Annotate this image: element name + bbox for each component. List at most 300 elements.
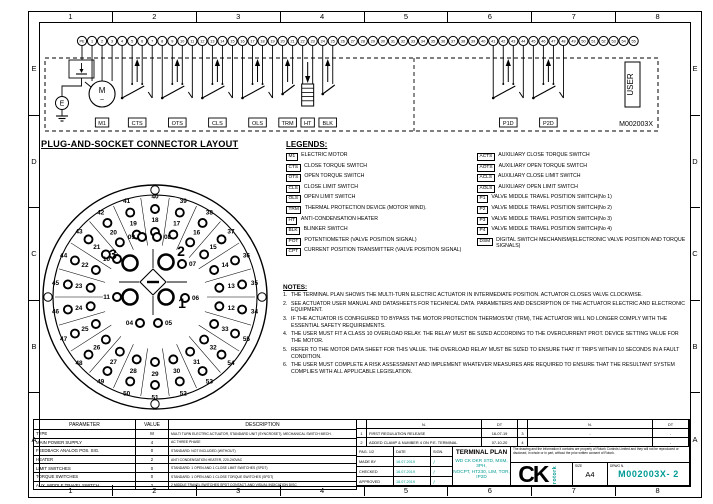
legend-tag: HT	[286, 217, 297, 225]
legend-tag: CTS	[286, 164, 301, 172]
param-name: HEATER	[34, 455, 136, 464]
svg-text:33: 33	[221, 326, 229, 334]
revision-cell: N.	[367, 420, 482, 429]
revision-cell: 07-10-20	[482, 438, 518, 447]
svg-text:48: 48	[561, 39, 566, 44]
svg-text:08: 08	[164, 234, 172, 241]
legend-tag: P2	[477, 206, 488, 214]
svg-text:54: 54	[227, 360, 235, 368]
column-label: 2	[113, 485, 197, 496]
legend-desc: DIGITAL SWITCH MECHANISM(ELECTRONIC VALVE POSITION AND TORQUE SIGNALS)	[496, 236, 686, 249]
svg-text:54: 54	[621, 39, 626, 44]
frame-columns-top	[29, 11, 699, 22]
svg-text:BLK: BLK	[322, 120, 333, 127]
row-label: C	[29, 208, 39, 301]
legend-item	[477, 174, 689, 182]
svg-text:40: 40	[481, 39, 486, 44]
svg-text:36: 36	[440, 39, 446, 44]
column-label: 4	[281, 11, 365, 22]
revision-cell: N.	[528, 420, 653, 429]
param-name: TORQUE SWITCHES	[34, 472, 136, 481]
svg-text:49: 49	[97, 378, 105, 386]
column-label: 8	[655, 11, 660, 21]
svg-text:46: 46	[51, 308, 60, 316]
svg-text:23: 23	[75, 283, 83, 291]
connector-svg	[35, 175, 279, 415]
sign-role: CHECKED	[357, 467, 394, 477]
svg-text:44: 44	[60, 252, 68, 260]
param-value: 4	[136, 438, 169, 447]
revision-cell: -	[528, 429, 653, 438]
row-label: D	[29, 116, 39, 209]
legend-desc: CURRENT POSITION TRANSMITTER (VALVE POSITION SIGNAL)	[304, 247, 462, 254]
svg-text:25: 25	[81, 326, 89, 334]
svg-text:31: 31	[193, 358, 201, 366]
svg-text:53: 53	[205, 378, 213, 386]
svg-text:3: 3	[109, 246, 117, 262]
svg-text:52: 52	[601, 39, 606, 44]
revision-cell	[357, 420, 367, 429]
note-item: 6. THE USER MUST COMPLETE A RISK ASSESSMENT AND IMPLEMENT WHATEVER MEASURES ARE REQUIRED TO ENSURE THAT THE RESULTANT SYSTEM COMPLIES WITH ALL APPLICABLE LEGISLATION.	[283, 362, 675, 376]
param-value: 0	[136, 464, 169, 473]
svg-text:2: 2	[100, 39, 104, 44]
revision-cell: DT	[653, 420, 689, 429]
revision-cell: ADDED CLAMP & NUMBER 4 ON P.E. TERMINAL	[367, 438, 482, 447]
logo-ck-text: CK	[518, 463, 548, 486]
column-label: 5	[365, 11, 449, 22]
svg-text:15: 15	[230, 39, 235, 44]
legend-item	[477, 238, 689, 250]
column-label: 8	[655, 485, 660, 495]
svg-text:46: 46	[541, 39, 546, 44]
revision-table	[357, 420, 689, 447]
legends-title: LEGENDS:	[286, 140, 328, 149]
title-block	[356, 419, 690, 486]
param-description: 2 MIDDLE TRAVEL SWITCHES SPDT CONTACT, AND VISUAL INDICATION DISC	[169, 481, 357, 490]
svg-text:41: 41	[123, 197, 131, 205]
table-row	[34, 464, 357, 473]
legend-tag: P3	[477, 217, 488, 225]
svg-text:28: 28	[360, 39, 365, 44]
legend-tag: ACTS	[477, 153, 495, 161]
drawing-title-cell	[453, 447, 511, 486]
svg-text:11: 11	[190, 39, 195, 44]
legend-desc: AUXILIARY OPEN TORQUE SWITCH	[498, 162, 587, 169]
svg-text:18: 18	[260, 39, 265, 44]
parameter-table	[33, 419, 357, 490]
svg-text:14: 14	[221, 262, 229, 270]
param-name: MAIN POWER SUPPLY	[34, 438, 136, 447]
svg-text:P1D: P1D	[502, 120, 514, 127]
svg-text:39: 39	[179, 197, 187, 205]
param-description: STANDARD: NOT INCLUDED (WITHOUT)	[169, 447, 357, 456]
column-label: 7	[532, 485, 616, 496]
svg-text:17: 17	[173, 220, 181, 228]
legend-item	[286, 153, 476, 161]
legend-desc: AUXILIARY CLOSE LIMIT SWITCH	[498, 173, 581, 180]
revision-cell: 4	[518, 438, 528, 447]
svg-text:26: 26	[340, 39, 345, 44]
svg-text:15: 15	[209, 243, 217, 251]
column-label: 3	[197, 11, 281, 22]
param-value: 2	[136, 455, 169, 464]
svg-text:8: 8	[161, 39, 164, 44]
legend-column-left	[286, 153, 476, 259]
column-label: 1	[29, 11, 113, 22]
row-label: E	[29, 23, 39, 116]
svg-text:11: 11	[103, 294, 110, 301]
svg-text:09: 09	[127, 234, 135, 241]
svg-text:4: 4	[121, 39, 124, 44]
svg-text:29: 29	[151, 371, 159, 379]
param-name: FEEDBACK ANALOG POS. SIG.	[34, 447, 136, 456]
column-label: 6	[448, 485, 532, 496]
user-label: USER	[626, 73, 635, 96]
svg-text:55: 55	[631, 39, 636, 44]
signature-block	[357, 447, 453, 486]
sign-date: 16.07.2019	[394, 467, 431, 477]
notes-list	[283, 292, 689, 378]
svg-text:33: 33	[410, 39, 416, 44]
revision-cell	[518, 420, 528, 429]
svg-text:24: 24	[75, 305, 83, 313]
legend-item	[477, 164, 689, 172]
legend-item	[477, 195, 689, 203]
svg-text:19: 19	[129, 220, 137, 228]
sign-header: DATE	[394, 447, 431, 457]
revision-cell: -	[653, 438, 689, 447]
svg-text:49: 49	[571, 39, 576, 44]
svg-text:27: 27	[350, 39, 355, 44]
legend-item	[286, 206, 476, 214]
svg-text:12: 12	[200, 39, 205, 44]
svg-text:14: 14	[220, 39, 225, 44]
svg-text:04: 04	[125, 320, 133, 327]
legend-item	[286, 185, 476, 193]
legend-desc: CLOSE LIMIT SWITCH	[303, 183, 358, 190]
param-name: AUX. MIDDLE TRAVEL SWITCH	[34, 481, 136, 490]
svg-text:13: 13	[210, 39, 215, 44]
legend-desc: POTENTIOMETER (VALVE POSITION SIGNAL)	[304, 236, 417, 243]
svg-text:53: 53	[611, 39, 616, 44]
sign-header: PAG. 1/2	[357, 447, 394, 457]
plug-socket-connector-diagram	[35, 175, 279, 415]
param-value: 0	[136, 447, 169, 456]
legend-tag: OLS	[286, 195, 301, 203]
svg-text:32: 32	[400, 39, 406, 44]
column-label: 5	[365, 485, 449, 496]
revision-cell: -	[528, 438, 653, 447]
note-item: 3. IF THE ACTUATOR IS CONFIGURED TO BYPASS THE MOTOR PROTECTION THERMOSTAT (TRM), THE ACTUATOR WILL NO LONGER COMPLY WITH THE ESSENTIAL SAFETY REQUIREMENTS.	[283, 315, 668, 329]
svg-text:20: 20	[280, 39, 285, 44]
column-header: VALUE	[136, 420, 169, 430]
svg-text:05: 05	[165, 320, 173, 327]
svg-text:29: 29	[370, 39, 375, 44]
svg-text:55: 55	[242, 335, 250, 343]
legend-tag: M1	[286, 153, 298, 161]
param-description: ANTI CONDENSATION HEATER, 220-240VAC	[169, 455, 357, 464]
svg-text:07: 07	[189, 261, 197, 268]
table-row	[34, 481, 357, 490]
svg-text:~: ~	[100, 97, 105, 104]
svg-text:16: 16	[240, 39, 245, 44]
svg-text:37: 37	[450, 39, 456, 44]
svg-text:41: 41	[491, 39, 496, 44]
svg-text:51: 51	[591, 39, 596, 44]
legend-desc: BLINKER SWITCH	[303, 226, 348, 233]
legend-desc: VALVE MIDDLE TRAVEL POSITION SWITCH(No 4)	[491, 226, 612, 233]
param-description: AC THREE PHASE	[169, 438, 357, 447]
legend-item	[477, 185, 689, 193]
svg-text:32: 32	[209, 344, 217, 352]
svg-text:E: E	[59, 100, 65, 108]
table-row	[34, 447, 357, 456]
param-description: STANDARD: 1 OPEN AND 1 CLOSE TORQUE SWITCHES (SPDT)	[169, 472, 357, 481]
svg-text:50: 50	[581, 39, 586, 44]
wiring-schematic-svg	[33, 26, 669, 140]
svg-text:CLS: CLS	[212, 120, 223, 127]
table-row	[34, 455, 357, 464]
legend-desc: CLOSE TORQUE SWITCH	[304, 162, 368, 169]
signature: ƒ	[431, 457, 452, 467]
legend-item	[286, 227, 476, 235]
svg-text:OTS: OTS	[171, 120, 183, 127]
legend-tag: ACLS	[477, 174, 495, 182]
column-label: 4	[281, 485, 365, 496]
legend-item	[286, 195, 476, 203]
svg-text:30: 30	[380, 39, 386, 44]
note-item: 5. REFER TO THE MOTOR DATA SHEET FOR THIS VALUE. THE OVERLOAD RELAY MUST BE SIZED TO ENSURE THAT IT TRIPS WITHIN 10 SECONDS IN A FAULT CONDITION.	[283, 346, 680, 360]
svg-text:51: 51	[151, 394, 159, 402]
frame-rows-right	[690, 23, 700, 485]
column-label: 7	[532, 11, 616, 22]
svg-text:12: 12	[227, 305, 235, 313]
svg-text:2: 2	[177, 243, 185, 259]
svg-text:30: 30	[173, 368, 181, 376]
svg-text:10: 10	[180, 39, 185, 44]
svg-text:22: 22	[81, 262, 89, 270]
legend-tag: DSM	[477, 238, 493, 246]
svg-text:5: 5	[131, 39, 134, 44]
legend-desc: OPEN TORQUE SWITCH	[304, 173, 365, 180]
wiring-schematic	[33, 26, 669, 140]
legend-tag: P1	[477, 195, 488, 203]
revision-cell: 16-07-19	[482, 429, 518, 438]
column-label: 2	[113, 11, 197, 22]
param-description: STANDARD: 1 OPEN AND 1 CLOSE LIMIT SWITCHES (SPDT)	[169, 464, 357, 473]
svg-text:35: 35	[250, 279, 259, 287]
svg-text:31: 31	[390, 39, 396, 44]
svg-text:PE: PE	[79, 39, 85, 44]
legend-item	[286, 164, 476, 172]
legend-item	[286, 238, 476, 246]
column-header: PARAMETER	[34, 420, 136, 430]
svg-text:13: 13	[227, 283, 235, 291]
svg-text:43: 43	[511, 39, 516, 44]
row-label: B	[29, 301, 39, 394]
row-label: D	[690, 116, 700, 209]
svg-text:M: M	[98, 86, 106, 95]
legend-column-right	[477, 153, 689, 252]
legend-desc: ELECTRIC MOTOR	[301, 152, 348, 158]
legend-item	[477, 227, 689, 235]
svg-text:06: 06	[192, 295, 200, 302]
param-name: TYPE	[34, 430, 136, 439]
revision-cell: 2	[357, 438, 367, 447]
revision-cell: 1	[357, 429, 367, 438]
table-row	[34, 472, 357, 481]
svg-text:48: 48	[75, 360, 83, 368]
sheet-size-cell	[573, 463, 608, 486]
legend-tag: CPT	[286, 248, 301, 256]
svg-text:TRM: TRM	[281, 120, 294, 127]
svg-text:28: 28	[129, 368, 137, 376]
svg-text:22: 22	[300, 39, 305, 44]
svg-text:P2D: P2D	[543, 120, 554, 127]
table-row	[34, 438, 357, 447]
revision-cell: 3	[518, 429, 528, 438]
svg-text:19: 19	[270, 39, 275, 44]
signature: ƒ	[433, 479, 436, 484]
column-label: 1	[29, 485, 113, 496]
svg-text:21: 21	[290, 39, 295, 44]
legend-item	[477, 206, 689, 214]
legend-desc: VALVE MIDDLE TRAVEL POSITION SWITCH(No 1)	[491, 194, 612, 201]
legend-item	[477, 217, 689, 225]
svg-text:HT: HT	[304, 120, 312, 127]
note-item: 2. SEE ACTUATOR USER MANUAL AND DATASHEETS FOR TECHNICAL DATA. PARAMETERS AND DESCRIPTION OF THE ACTUATOR ELECTRIC AND ELECTRONIC EQUIPMENT.	[283, 300, 686, 314]
revision-cell: DT	[482, 420, 518, 429]
svg-text:50: 50	[123, 390, 131, 398]
notes-title: NOTES:	[283, 284, 308, 291]
legend-tag: AOTS	[477, 164, 495, 172]
svg-text:26: 26	[93, 344, 101, 352]
company-logo	[511, 463, 573, 486]
svg-text:45: 45	[51, 279, 60, 287]
legend-desc: VALVE MIDDLE TRAVEL POSITION SWITCH(No 3)	[491, 215, 612, 222]
svg-text:45: 45	[531, 39, 536, 44]
param-description: MULTI TURN ELECTRIC ACTUATOR, STANDARD UNIT (SYNCROSET), MECHANICAL SWITCH MECH.	[169, 430, 357, 439]
svg-text:39: 39	[471, 39, 476, 44]
legend-tag: BLK	[286, 227, 300, 235]
svg-text:9: 9	[171, 39, 174, 44]
legend-item	[477, 153, 689, 161]
svg-text:CTS: CTS	[131, 120, 143, 127]
legend-tag: OTS	[286, 174, 301, 182]
svg-text:34: 34	[420, 39, 426, 44]
legend-desc: OPEN LIMIT SWITCH	[304, 194, 356, 201]
sign-header: SIGN.	[431, 447, 452, 457]
svg-text:23: 23	[310, 39, 315, 44]
sign-date: 16.07.2019	[394, 477, 431, 486]
svg-text:27: 27	[109, 358, 117, 366]
svg-text:3: 3	[111, 39, 114, 44]
param-value: 0	[136, 472, 169, 481]
svg-text:18: 18	[151, 217, 159, 225]
svg-text:38: 38	[205, 209, 213, 217]
revision-cell: -	[653, 429, 689, 438]
note-item: 4. THE USER MUST FIT A CLASS 10 OVERLOAD RELAY. THE RELAY MUST BE SIZED ACCORDING TO THE OVERCURRENT PROT. DEVICE SETTING VALUE FOR THE MOTOR.	[283, 331, 679, 345]
legend-desc: ANTI-CONDENSATION HEATER	[300, 215, 378, 222]
size-value: A4	[585, 470, 595, 479]
svg-text:47: 47	[551, 39, 556, 44]
param-value: 2	[136, 481, 169, 490]
sign-date: 16.07.2019	[394, 457, 431, 467]
note-item: 1. THE TERMINAL PLAN SHOWS THE MULTI-TURN ELECTRIC ACTUATOR IN INTERMEDIATE POSITION. ACTUATOR CLOSES VALVE CLOCKWISE.	[283, 292, 643, 298]
sign-role: APPROVED	[357, 477, 394, 486]
column-header: DESCRIPTION	[169, 420, 357, 430]
svg-text:44: 44	[521, 39, 526, 44]
drawing-title: TERMINAL PLAN	[455, 449, 508, 456]
svg-text:1: 1	[178, 295, 186, 311]
svg-text:M1: M1	[98, 120, 106, 127]
svg-text:37: 37	[227, 228, 235, 236]
legend-tag: P4	[477, 227, 488, 235]
logo-rotork-text: rotork	[552, 465, 559, 484]
legend-tag: CLS	[286, 185, 300, 193]
row-label: B	[690, 301, 700, 394]
svg-text:17: 17	[250, 39, 255, 44]
size-label: SIZE	[575, 464, 583, 468]
drawing-number-label: DRWG N.	[610, 464, 625, 468]
config-line-1: WD CK DKR STD, MSM, 3PH,	[455, 457, 508, 469]
svg-text:25: 25	[330, 39, 335, 44]
table-header-row	[34, 420, 357, 430]
table-row	[34, 430, 357, 439]
legend-desc: AUXILIARY CLOSE TORQUE SWITCH	[498, 152, 590, 158]
svg-text:16: 16	[193, 229, 201, 237]
legend-tag: AOLS	[477, 185, 495, 193]
svg-text:10: 10	[102, 256, 110, 263]
svg-text:20: 20	[109, 229, 117, 237]
sign-role: MADE BY	[357, 457, 394, 467]
svg-text:43: 43	[75, 228, 83, 236]
param-name: LIMIT SWITCHES	[34, 464, 136, 473]
connector-section-title: PLUG-AND-SOCKET CONNECTOR LAYOUT	[41, 139, 239, 149]
svg-text:7: 7	[151, 39, 154, 44]
svg-text:42: 42	[501, 39, 506, 44]
svg-text:6: 6	[141, 39, 144, 44]
legend-tag: POT	[286, 238, 301, 246]
svg-text:52: 52	[179, 390, 187, 398]
legend-desc: AUXILIARY OPEN LIMIT SWITCH	[498, 183, 578, 190]
row-label: A	[31, 434, 37, 444]
svg-text:40: 40	[151, 193, 159, 201]
drawing-number: M002003X- 2	[618, 469, 679, 479]
legend-tag: TRM	[286, 206, 301, 214]
svg-text:24: 24	[320, 39, 325, 44]
row-label: E	[690, 23, 700, 116]
schematic-ref-code: M002003X	[619, 121, 653, 128]
legend-desc: THERMAL PROTECTION DEVICE (MOTOR WIND).	[304, 204, 427, 211]
column-label: 3	[197, 485, 281, 496]
svg-text:35: 35	[430, 39, 436, 44]
svg-text:38: 38	[461, 39, 466, 44]
legend-item	[286, 217, 476, 225]
row-label: C	[690, 208, 700, 301]
legend-item	[286, 174, 476, 182]
param-value: M	[136, 430, 169, 439]
legend-desc: VALVE MIDDLE TRAVEL POSITION SWITCH(No 2)	[491, 204, 612, 211]
svg-text:36: 36	[242, 252, 250, 260]
svg-text:21: 21	[93, 243, 101, 251]
svg-text:1: 1	[90, 39, 94, 44]
legal-notice: The drawing and the information it contains are property of Rotork Controls Limited and they will not be reproduced or disclosed, in whole or in part, without the prior written consent of Rotork.	[511, 447, 689, 463]
svg-text:42: 42	[97, 209, 105, 217]
legend-item	[286, 248, 476, 256]
column-label: 6	[448, 11, 532, 22]
svg-text:34: 34	[250, 308, 259, 316]
